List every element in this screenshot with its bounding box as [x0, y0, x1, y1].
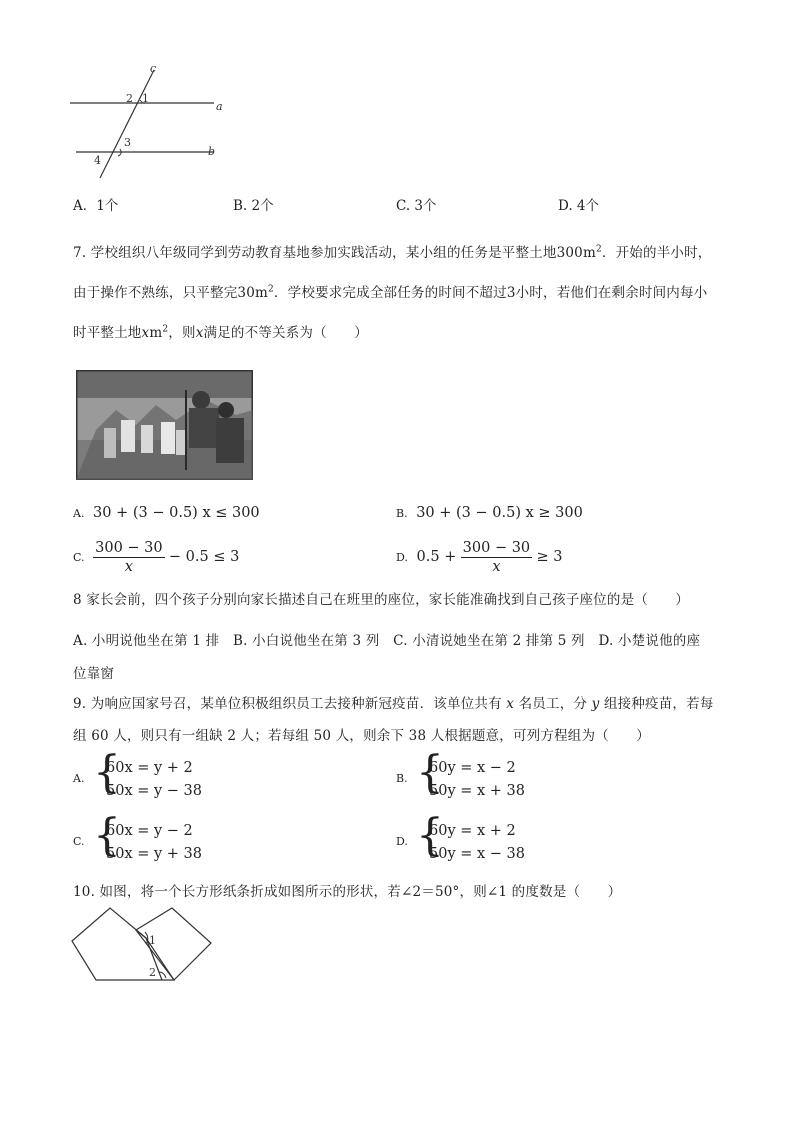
q9-option-b-label: B.: [396, 772, 408, 785]
labor-activity-photo: [76, 370, 253, 480]
q7-line-3: 时平整土地$xm^2$，则x满足的不等关系为（ ）: [73, 324, 368, 341]
q9-option-a-label: A.: [73, 772, 85, 785]
q8-line-1: 8 家长会前，四个孩子分别向家长描述自己在班里的座位，家长能准确找到自己孩子座位的是（ ）: [73, 592, 690, 608]
q7-option-a: A. 30 + (3 − 0.5) x ≤ 300: [73, 505, 260, 521]
q6-option-a: A．1个: [73, 198, 119, 214]
q10-line-1: 10. 如图，将一个长方形纸条折成如图所示的形状，若∠2＝50°，则∠1 的度数是（ ）: [73, 884, 622, 900]
q8-line-2: A. 小明说他坐在第 1 排 B. 小白说他坐在第 3 列 C. 小清说她坐在第 2 排第 5 列 D. 小楚说他的座: [73, 633, 701, 649]
angle-2-label: 2: [126, 92, 133, 105]
label-a: a: [216, 100, 223, 113]
q9-option-c-label: C.: [73, 835, 85, 848]
q9-option-d-label: D.: [396, 835, 408, 848]
q9-line-1: 9. 为响应国家号召，某单位积极组织员工去接种新冠疫苗．该单位共有 x 名员工，分 y 组接种疫苗，若每: [73, 696, 714, 712]
angle-4-label: 4: [94, 154, 101, 167]
angle-2-label-fig: 2: [149, 966, 156, 979]
angle-1-label-fig: 1: [149, 934, 156, 947]
q9-line-2: 组 60 人，则只有一组缺 2 人；若每组 50 人，则余下 38 人根据题意，可列方程组为（ ）: [73, 728, 650, 744]
q6-option-d: D. 4个: [558, 198, 600, 214]
angle-1-label: 1: [142, 92, 149, 105]
label-b: b: [208, 145, 216, 158]
folded-strip-figure: [66, 900, 216, 985]
label-c: c: [150, 62, 157, 75]
q8-line-3: 位靠窗: [73, 666, 115, 682]
angle-3-label: 3: [124, 136, 131, 149]
q7-option-d: D. 0.5 + $\frac{300 - 30}{x}$ ≥ 3: [396, 540, 563, 575]
q7-option-b: B. 30 + (3 − 0.5) x ≥ 300: [396, 505, 583, 521]
q7-line-1: 7. 学校组织八年级同学到劳动教育基地参加实践活动，某小组的任务是平整土地$300m^2$．开始的半小时，: [73, 244, 712, 261]
q6-option-c: C. 3个: [396, 198, 437, 214]
q6-option-b: B. 2个: [233, 198, 274, 214]
q7-line-2: 由于操作不熟练，只平整完$30m^2$．学校要求完成全部任务的时间不超过3小时，若他们在剩余时间内每小: [73, 284, 708, 301]
parallel-lines-figure: [66, 60, 236, 185]
q7-option-c: C. $\frac{300 - 30}{x}$ − 0.5 ≤ 3: [73, 540, 240, 575]
